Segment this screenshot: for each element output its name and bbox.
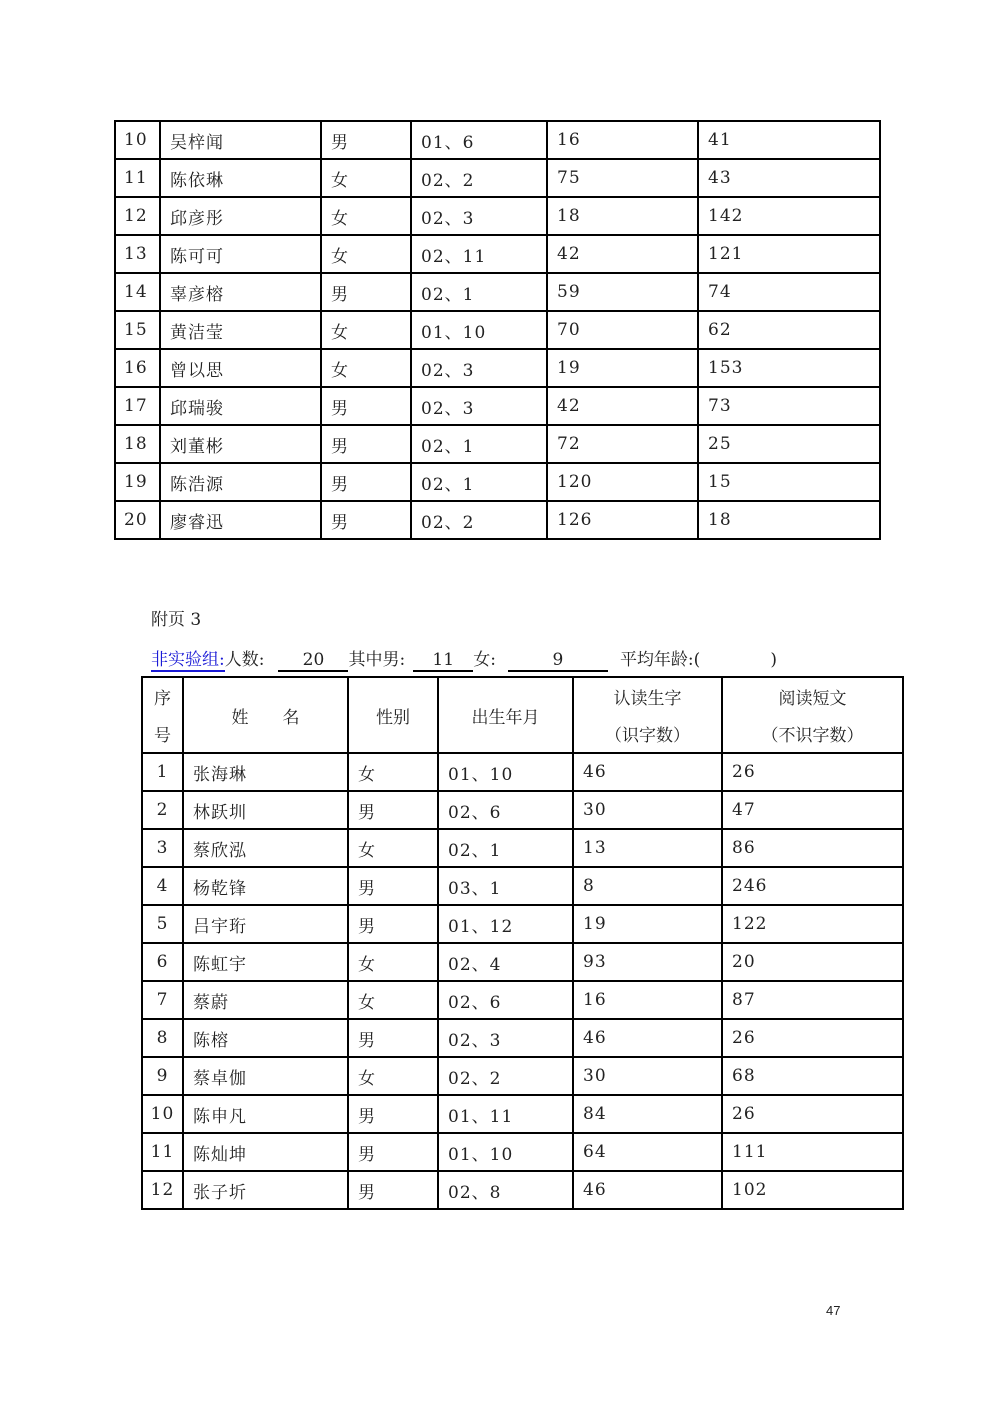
avg-age-close: ) <box>770 650 777 670</box>
cell-birth: 02、4 <box>438 943 573 981</box>
cell-unknown: 87 <box>722 981 903 1019</box>
cell-recognize: 46 <box>573 753 722 791</box>
cell-gender: 男 <box>348 1095 438 1133</box>
header-unknown-top: 阅读短文 <box>778 689 847 709</box>
cell-recognize: 42 <box>547 387 698 425</box>
experimental-group-table-continued <box>114 120 881 540</box>
cell-name: 陈灿坤 <box>183 1133 348 1171</box>
cell-recognize: 18 <box>547 197 698 235</box>
cell-unknown: 25 <box>698 425 880 463</box>
page-number: 47 <box>826 1303 841 1318</box>
cell-birth: 02、3 <box>411 197 547 235</box>
cell-unknown: 26 <box>722 1095 903 1133</box>
cell-gender: 男 <box>348 1171 438 1209</box>
table-row <box>142 1019 903 1057</box>
cell-name: 蔡蔚 <box>183 981 348 1019</box>
cell-gender: 女 <box>348 943 438 981</box>
cell-recognize: 16 <box>573 981 722 1019</box>
cell-gender: 男 <box>348 1133 438 1171</box>
cell-unknown: 41 <box>698 121 880 159</box>
cell-unknown: 26 <box>722 1019 903 1057</box>
cell-seq: 20 <box>115 501 160 539</box>
table-row <box>142 1057 903 1095</box>
cell-gender: 男 <box>321 463 411 501</box>
male-label: 其中男: <box>348 650 406 670</box>
cell-name: 杨乾锋 <box>183 867 348 905</box>
cell-seq: 10 <box>115 121 160 159</box>
table-row <box>115 501 880 539</box>
cell-birth: 02、1 <box>411 425 547 463</box>
cell-birth: 02、3 <box>411 349 547 387</box>
cell-recognize: 8 <box>573 867 722 905</box>
table-row <box>115 425 880 463</box>
cell-birth: 02、2 <box>411 159 547 197</box>
cell-birth: 02、2 <box>438 1057 573 1095</box>
table-row <box>115 349 880 387</box>
table-row <box>142 867 903 905</box>
cell-recognize: 59 <box>547 273 698 311</box>
cell-unknown: 47 <box>722 791 903 829</box>
cell-seq: 8 <box>142 1019 183 1057</box>
cell-birth: 01、10 <box>438 1133 573 1171</box>
cell-recognize: 93 <box>573 943 722 981</box>
header-birth: 出生年月 <box>438 677 573 753</box>
cell-recognize: 19 <box>547 349 698 387</box>
cell-gender: 女 <box>348 829 438 867</box>
cell-unknown: 15 <box>698 463 880 501</box>
cell-name: 吴梓闻 <box>160 121 321 159</box>
table-row <box>142 829 903 867</box>
cell-name: 邱瑞骏 <box>160 387 321 425</box>
cell-birth: 01、12 <box>438 905 573 943</box>
cell-name: 陈申凡 <box>183 1095 348 1133</box>
group-name-link[interactable]: 非实验组: <box>151 645 225 672</box>
cell-unknown: 74 <box>698 273 880 311</box>
cell-unknown: 102 <box>722 1171 903 1209</box>
table-row <box>142 753 903 791</box>
count-label: 人数: <box>224 650 265 670</box>
cell-seq: 4 <box>142 867 183 905</box>
cell-seq: 16 <box>115 349 160 387</box>
cell-recognize: 120 <box>547 463 698 501</box>
cell-unknown: 246 <box>722 867 903 905</box>
count-value: 20 <box>278 650 348 672</box>
cell-seq: 3 <box>142 829 183 867</box>
table-row <box>115 273 880 311</box>
cell-unknown: 111 <box>722 1133 903 1171</box>
header-recognize-bottom: （识字数） <box>605 726 690 746</box>
cell-gender: 女 <box>321 235 411 273</box>
cell-name: 张海琳 <box>183 753 348 791</box>
cell-birth: 02、1 <box>411 273 547 311</box>
cell-name: 蔡欣泓 <box>183 829 348 867</box>
cell-unknown: 43 <box>698 159 880 197</box>
header-seq-bottom: 号 <box>154 726 171 746</box>
table-row <box>115 197 880 235</box>
cell-unknown: 142 <box>698 197 880 235</box>
female-label: 女: <box>473 650 496 670</box>
cell-name: 廖睿迅 <box>160 501 321 539</box>
female-value: 9 <box>508 650 608 672</box>
cell-recognize: 75 <box>547 159 698 197</box>
table-row <box>142 943 903 981</box>
cell-gender: 男 <box>321 501 411 539</box>
cell-gender: 男 <box>321 121 411 159</box>
cell-name: 蔡卓伽 <box>183 1057 348 1095</box>
cell-unknown: 26 <box>722 753 903 791</box>
cell-unknown: 121 <box>698 235 880 273</box>
cell-seq: 5 <box>142 905 183 943</box>
cell-seq: 15 <box>115 311 160 349</box>
cell-unknown: 68 <box>722 1057 903 1095</box>
header-unknown-bottom: （不识字数） <box>761 726 864 746</box>
group-summary <box>151 645 777 672</box>
cell-seq: 11 <box>142 1133 183 1171</box>
cell-recognize: 16 <box>547 121 698 159</box>
cell-unknown: 18 <box>698 501 880 539</box>
cell-unknown: 62 <box>698 311 880 349</box>
cell-seq: 10 <box>142 1095 183 1133</box>
cell-name: 刘董彬 <box>160 425 321 463</box>
cell-recognize: 42 <box>547 235 698 273</box>
table-row <box>115 463 880 501</box>
cell-name: 陈浩源 <box>160 463 321 501</box>
cell-name: 邱彦彤 <box>160 197 321 235</box>
appendix-label: 附页 3 <box>151 610 202 630</box>
cell-name: 黄洁莹 <box>160 311 321 349</box>
table-row <box>142 1133 903 1171</box>
cell-unknown: 73 <box>698 387 880 425</box>
cell-unknown: 20 <box>722 943 903 981</box>
cell-recognize: 70 <box>547 311 698 349</box>
cell-birth: 02、1 <box>411 463 547 501</box>
table-row <box>115 311 880 349</box>
cell-birth: 03、1 <box>438 867 573 905</box>
avg-age-label: 平均年龄:( <box>619 650 701 670</box>
cell-gender: 男 <box>348 867 438 905</box>
cell-gender: 男 <box>348 791 438 829</box>
cell-birth: 01、11 <box>438 1095 573 1133</box>
header-recognize-top: 认读生字 <box>613 689 682 709</box>
cell-recognize: 84 <box>573 1095 722 1133</box>
cell-gender: 女 <box>348 981 438 1019</box>
cell-birth: 02、6 <box>438 981 573 1019</box>
cell-gender: 女 <box>321 197 411 235</box>
table-row <box>115 159 880 197</box>
cell-name: 陈虹宇 <box>183 943 348 981</box>
cell-birth: 02、11 <box>411 235 547 273</box>
cell-name: 陈依琳 <box>160 159 321 197</box>
cell-recognize: 30 <box>573 791 722 829</box>
cell-gender: 男 <box>321 387 411 425</box>
cell-seq: 1 <box>142 753 183 791</box>
table-row <box>142 1171 903 1209</box>
cell-seq: 12 <box>142 1171 183 1209</box>
cell-recognize: 30 <box>573 1057 722 1095</box>
cell-name: 曾以思 <box>160 349 321 387</box>
cell-gender: 男 <box>321 425 411 463</box>
header-seq-top: 序 <box>154 689 171 709</box>
table-row <box>142 791 903 829</box>
header-recognize <box>573 677 722 753</box>
cell-birth: 02、2 <box>411 501 547 539</box>
cell-seq: 9 <box>142 1057 183 1095</box>
cell-unknown: 153 <box>698 349 880 387</box>
cell-birth: 02、8 <box>438 1171 573 1209</box>
cell-recognize: 46 <box>573 1019 722 1057</box>
cell-unknown: 122 <box>722 905 903 943</box>
table-row <box>115 235 880 273</box>
cell-gender: 男 <box>348 1019 438 1057</box>
cell-name: 陈可可 <box>160 235 321 273</box>
cell-birth: 02、3 <box>438 1019 573 1057</box>
cell-gender: 男 <box>348 905 438 943</box>
cell-unknown: 86 <box>722 829 903 867</box>
cell-name: 辜彦榕 <box>160 273 321 311</box>
cell-gender: 女 <box>348 753 438 791</box>
table-row <box>115 387 880 425</box>
cell-seq: 12 <box>115 197 160 235</box>
cell-seq: 18 <box>115 425 160 463</box>
cell-recognize: 126 <box>547 501 698 539</box>
cell-gender: 男 <box>321 273 411 311</box>
header-seq <box>142 677 183 753</box>
cell-seq: 11 <box>115 159 160 197</box>
cell-recognize: 19 <box>573 905 722 943</box>
control-group-table <box>141 676 904 1210</box>
cell-birth: 01、10 <box>411 311 547 349</box>
cell-seq: 6 <box>142 943 183 981</box>
cell-name: 陈榕 <box>183 1019 348 1057</box>
table-header-row <box>142 677 903 753</box>
cell-seq: 13 <box>115 235 160 273</box>
cell-name: 张子圻 <box>183 1171 348 1209</box>
cell-gender: 女 <box>321 311 411 349</box>
cell-seq: 14 <box>115 273 160 311</box>
cell-name: 吕宇珩 <box>183 905 348 943</box>
cell-birth: 02、1 <box>438 829 573 867</box>
cell-recognize: 72 <box>547 425 698 463</box>
header-unknown <box>722 677 903 753</box>
cell-name: 林跃圳 <box>183 791 348 829</box>
cell-birth: 02、3 <box>411 387 547 425</box>
cell-recognize: 64 <box>573 1133 722 1171</box>
cell-birth: 01、6 <box>411 121 547 159</box>
header-name: 姓 名 <box>183 677 348 753</box>
header-gender: 性别 <box>348 677 438 753</box>
cell-seq: 2 <box>142 791 183 829</box>
cell-birth: 01、10 <box>438 753 573 791</box>
table-row <box>115 121 880 159</box>
cell-gender: 女 <box>348 1057 438 1095</box>
table-row <box>142 981 903 1019</box>
cell-seq: 17 <box>115 387 160 425</box>
cell-seq: 7 <box>142 981 183 1019</box>
cell-gender: 女 <box>321 159 411 197</box>
cell-recognize: 13 <box>573 829 722 867</box>
table-row <box>142 1095 903 1133</box>
cell-recognize: 46 <box>573 1171 722 1209</box>
cell-gender: 女 <box>321 349 411 387</box>
cell-seq: 19 <box>115 463 160 501</box>
male-value: 11 <box>413 650 473 672</box>
table-row <box>142 905 903 943</box>
cell-birth: 02、6 <box>438 791 573 829</box>
